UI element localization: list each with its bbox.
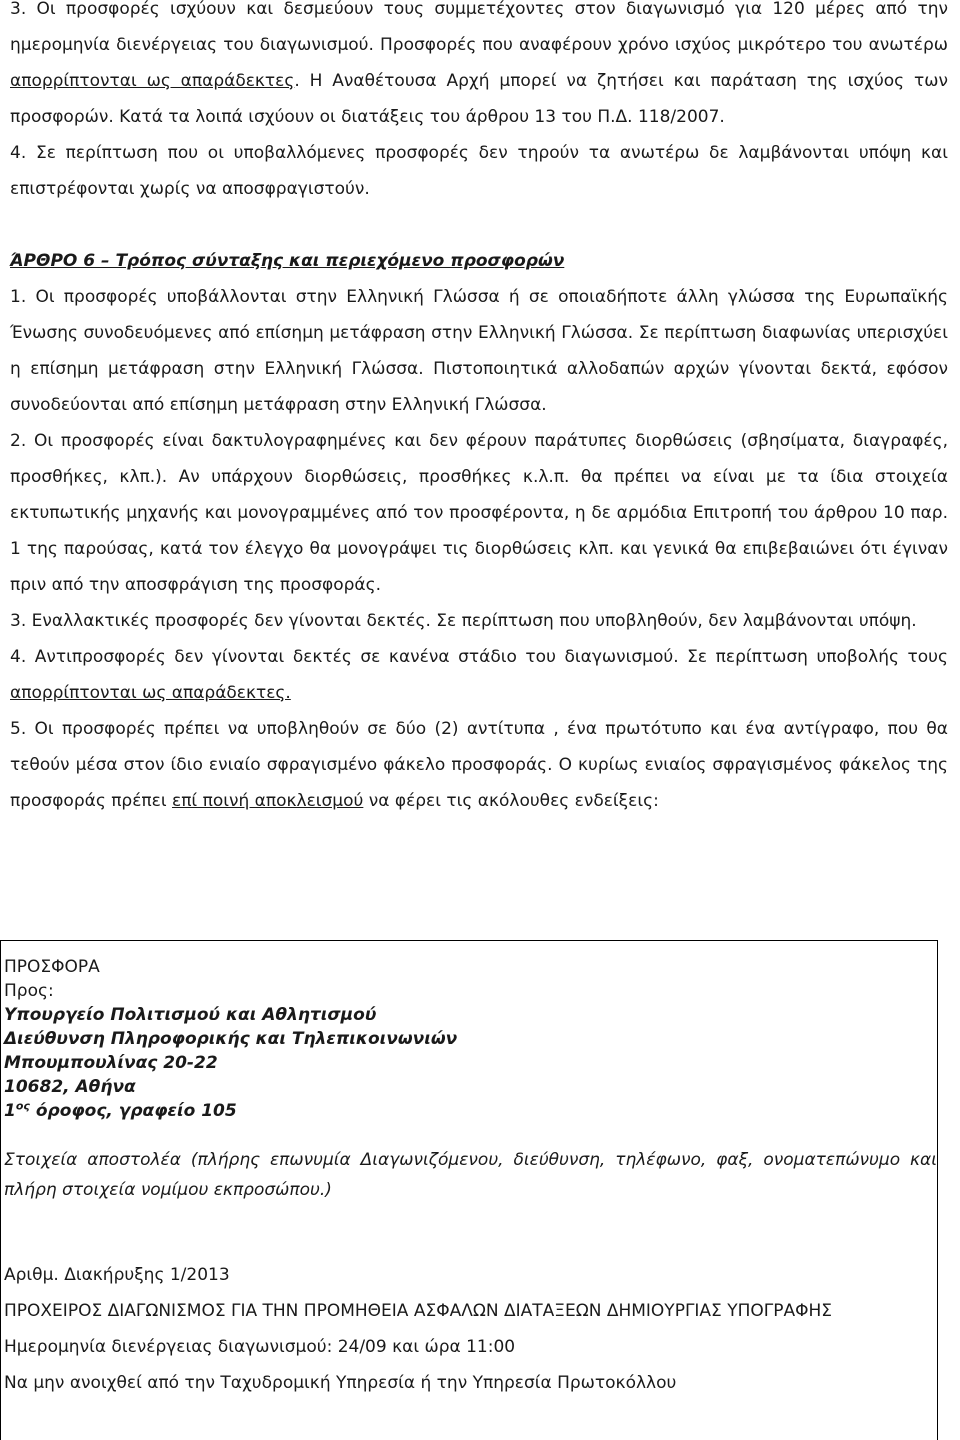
item-5-text-b: να φέρει τις ακόλουθες ενδείξεις: [363,791,659,811]
street-address: Μπουμπουλίνας 20-22 [4,1053,218,1073]
do-not-open-notice: Να μην ανοιχθεί από την Ταχυδρομική Υπηρεσία ή την Υπηρεσία Πρωτοκόλλου [4,1373,677,1393]
tender-date: Ημερομηνία διενέργειας διαγωνισμού: 24/09 και ώρα 11:00 [4,1337,516,1357]
article-6-item-4 [10,639,948,711]
directorate-name: Διεύθυνση Πληροφορικής και Τηλεπικοινωνιών [4,1029,458,1049]
floor-ordinal: ος [15,1099,30,1113]
tender-title: ΠΡΟΧΕΙΡΟΣ ΔΙΑΓΩΝΙΣΜΟΣ ΓΙΑ ΤΗΝ ΠΡΟΜΗΘΕΙΑ ΑΣΦΑΛΩΝ ΔΙΑΤΑΞΕΩΝ ΔΗΜΙΟΥΡΓΙΑΣ ΥΠΟΓΡΑΦΗΣ [4,1301,833,1321]
article-6-item-1: 1. Οι προσφορές υποβάλλονται στην Ελληνική Γλώσσα ή σε οποιαδήποτε άλλη γλώσσα της Ευρωπαϊκής Ένωσης συνοδευόμενες από επίσημη μετάφραση στην Ελληνική Γλώσσα. Σε περίπτωση διαφωνίας υπερισχύει η επίσημη μετάφραση στην Ελληνική Γλώσσα. Πιστοποιητικά αλλοδαπών αρχών γίνονται δεκτά, εφόσον συνοδεύονται από επίσημη μετάφραση στην Ελληνική Γλώσσα. [10,287,948,415]
article-6-item-3: 3. Εναλλακτικές προσφορές δεν γίνονται δεκτές. Σε περίπτωση που υποβληθούν, δεν λαμβάνονται υπόψη. [10,611,917,631]
item-4-underline: απορρίπτονται ως απαράδεκτες. [10,683,291,703]
paragraph-3 [10,0,948,135]
recipient-label: Προς: [4,981,54,1001]
paragraph-3-text-a: 3. Οι προσφορές ισχύουν και δεσμεύουν τους συμμετέχοντες στον διαγωνισμό για 120 μέρες από την ημερομηνία διενέργειας του διαγωνισμού. Προσφορές που αναφέρουν χρόνο ισχύος μικρότερο του ανωτέρω [10,0,948,55]
declaration-number: Αριθμ. Διακήρυξης 1/2013 [4,1265,230,1285]
floor-office-text: όροφος, γραφείο 105 [29,1101,237,1121]
item-4-text: 4. Αντιπροσφορές δεν γίνονται δεκτές σε κανένα στάδιο του διαγωνισμού. Σε περίπτωση υποβολής τους [10,647,948,667]
item-5-text-a: 5. Οι προσφορές πρέπει να υποβληθούν σε δύο (2) αντίτυπα , ένα πρωτότυπο και ένα αντίγραφο, που θα τεθούν μέσα στον ίδιο ενιαίο σφραγισμένο φάκελο προσφοράς. Ο κυρίως ενιαίος σφραγισμένος φάκελος της προσφοράς πρέπει [10,719,948,811]
paragraph-3-text-b: . Η Αναθέτουσα Αρχή μπορεί να ζητήσει και παράταση της ισχύος των προσφορών. Κατά τα λοιπά ισχύουν οι διατάξεις του άρθρου 13 του Π.Δ. 118/2007. [10,71,948,127]
floor-number: 1 [4,1101,16,1121]
article-6-heading: ΆΡΘΡΟ 6 – Τρόπος σύνταξης και περιεχόμενο προσφορών [10,251,565,271]
ministry-name: Υπουργείο Πολιτισμού και Αθλητισμού [4,1005,377,1025]
exclusion-underline: επί ποινή αποκλεισμού [172,791,364,811]
rejected-underline: απορρίπτονται ως απαράδεκτες [10,71,295,91]
document-page [10,0,948,819]
sender-details: Στοιχεία αποστολέα (πλήρης επωνυμία Διαγωνιζόμενου, διεύθυνση, τηλέφωνο, φαξ, ονοματεπώνυμο και πλήρη στοιχεία νομίμου εκπροσώπου.) [4,1150,937,1200]
envelope-label-box [0,940,938,1440]
article-6-item-5 [10,711,948,819]
paragraph-4: 4. Σε περίπτωση που οι υποβαλλόμενες προσφορές δεν τηρούν τα ανωτέρω δε λαμβάνονται υπόψη και επιστρέφονται χωρίς να αποσφραγιστούν. [10,143,948,199]
article-6-item-2: 2. Οι προσφορές είναι δακτυλογραφημένες και δεν φέρουν παράτυπες διορθώσεις (σβησίματα, διαγραφές, προσθήκες, κλπ.). Αν υπάρχουν διορθώσεις, προσθήκες κ.λ.π. θα πρέπει να είναι με τα ίδια στοιχεία εκτυπωτικής μηχανής και μονογραμμένες από τον προσφέροντα, η δε αρμόδια Επιτροπή του άρθρου 10 παρ. 1 της παρούσας, κατά τον έλεγχο θα μονογράψει τις διορθώσεις κλπ. και γενικά θα επιβεβαιώνει ότι έγιναν πριν από την αποσφράγιση της προσφοράς. [10,431,948,595]
city-address: 10682, Αθήνα [4,1077,136,1097]
offer-title: ΠΡΟΣΦΟΡΑ [4,957,100,977]
floor-office [4,1099,937,1123]
